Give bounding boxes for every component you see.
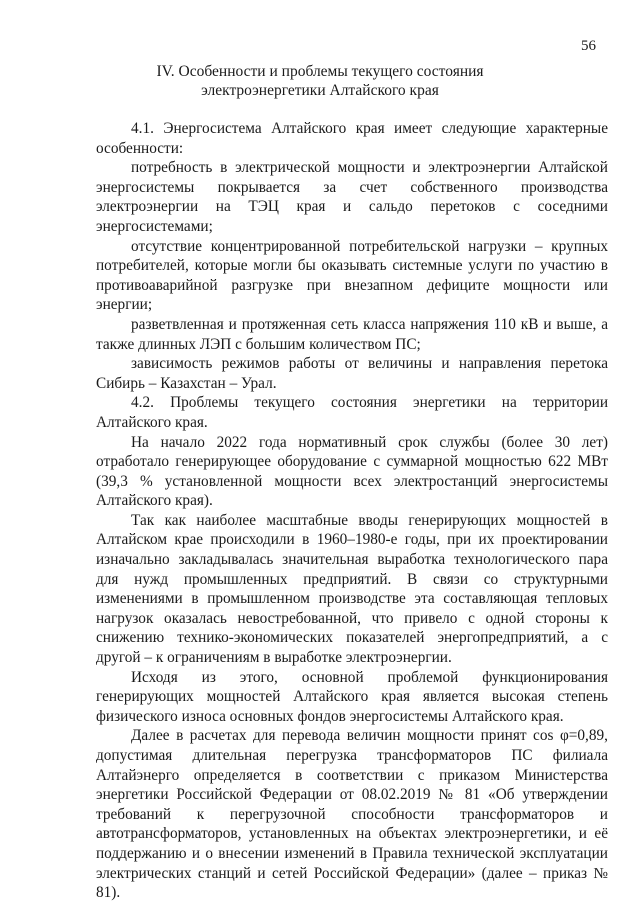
section-heading-line-2: электроэнергетики Алтайского края <box>201 82 439 99</box>
paragraph-no-concentrated-load: отсутствие концентрированной потребительской нагрузки – крупных потребителей, которые могли бы оказывать системные услуги по участию в противоаварийной разгрузке при внезапном дефиците мощности или энергии; <box>96 237 608 314</box>
paragraph-main-problem: Исходя из этого, основной проблемой функционирования генерирующих мощностей Алтайского края является высокая степень физического износа основных фондов энергосистемы Алтайского края. <box>96 668 608 725</box>
paragraph-historical-capacity: Так как наиболее масштабные вводы генерирующих мощностей в Алтайском крае происходили в 1960–1980-е годы, при их проектировании изначально закладывалась значительная выработка технологического пара для нужд промышленных предприятий. В связи со структурными изменениями в промышленном производстве эта составляющая тепловых нагрузок оказалась невостребованной, что привело с одной стороны к снижению технико-экономических показателей энергопредприятий, а с другой – к ограничениям в выработке электроэнергии. <box>96 511 608 667</box>
paragraph-4-2-problems: 4.2. Проблемы текущего состояния энергетики на территории Алтайского края. <box>96 394 608 431</box>
paragraph-calculation-basis: Далее в расчетах для перевода величин мощности принят cos φ=0,89, допустимая длительная перегрузка трансформаторов ПС филиала Алтайэнерго определяется в соответствии с приказом Министерства энергетики Российской Федерации от 08.02.2019 № 81 «Об утверждении требований к перегрузочной способности трансформаторов и автотрансформаторов, установленных на объектах электроэнергетики, и её поддержанию и о внесении изменений в Правила технической эксплуатации электрических станций и сетей Российской Федерации» (далее – приказ № 81). <box>96 727 608 902</box>
paragraph-flow-dependence: зависимость режимов работы от величины и направления перетока Сибирь – Казахстан – Урал. <box>96 355 608 392</box>
paragraph-power-demand: потребность в электрической мощности и электроэнергии Алтайской энергосистемы покрывается за счет собственного производства электроэнергии на ТЭЦ края и сальдо перетоков с соседними энергосистемами; <box>96 159 608 235</box>
section-heading-line-1: IV. Особенности и проблемы текущего состояния <box>156 63 484 80</box>
paragraph-branched-network: разветвленная и протяженная сеть класса напряжения 110 кВ и выше, а также длинных ЛЭП с большим количеством ПС; <box>96 315 608 353</box>
paragraph-equipment-age: На начало 2022 года нормативный срок службы (более 30 лет) отработало генерирующее оборудование с суммарной мощностью 622 МВт (39,3 % установленной мощности всех электростанций энергосистемы Алтайского края). <box>96 433 608 510</box>
document-body <box>96 119 608 903</box>
section-heading <box>0 62 640 100</box>
paragraph-4-1-intro: 4.1. Энергосистема Алтайского края имеет следующие характерные особенности: <box>96 120 608 157</box>
page-number: 56 <box>581 38 596 54</box>
